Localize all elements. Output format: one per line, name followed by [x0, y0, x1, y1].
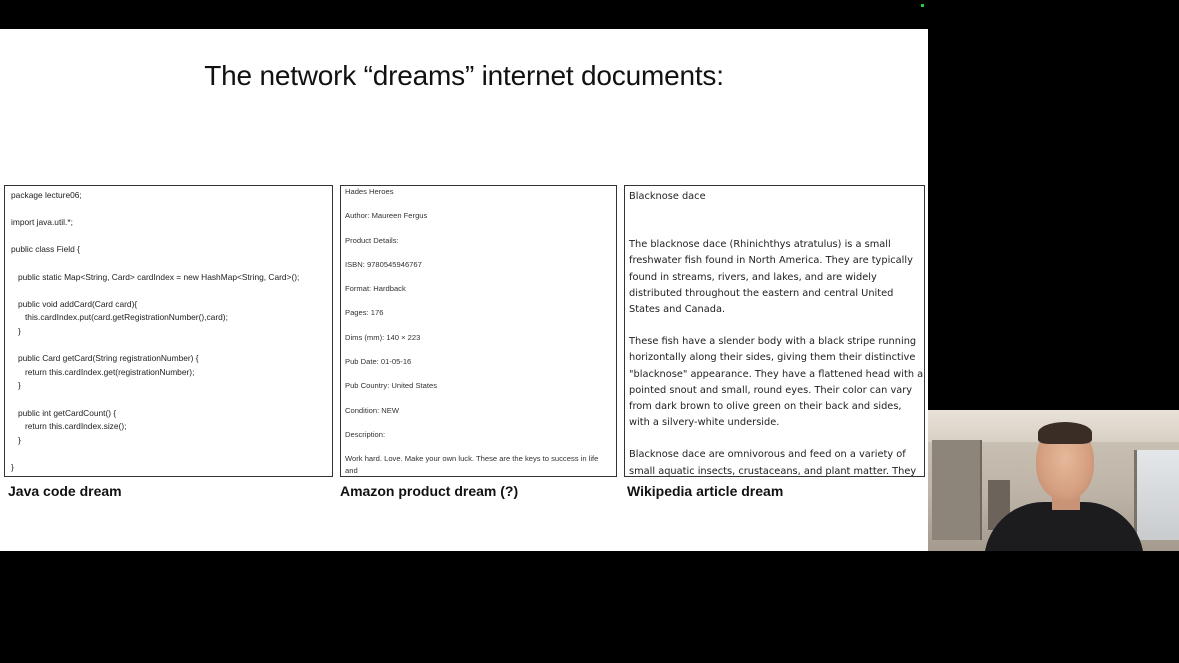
- article-paragraph: The blacknose dace (Rhinichthys atratulus) is a small freshwater fish found in North America. They are typically found in streams, rivers, and lakes, and are widely distributed throughout the eastern and central United States and Canada.: [629, 239, 913, 316]
- article-paragraph: These fish have a slender body with a black stripe running horizontally along their sides, giving them their distinctive "blacknose" appearance. They have a flattened head with a pointed snout and small, round eyes. Their color can vary from dark brown to olive green on their back and sides, with a silvery-white underside.: [629, 336, 924, 429]
- article-paragraph: Blacknose dace are omnivorous and feed on a variety of small aquatic insects, crustaceans, and plant matter. They: [629, 449, 917, 477]
- article-body: [625, 186, 924, 477]
- product-field: Hades Heroes: [345, 187, 394, 196]
- product-field: Condition: NEW: [345, 405, 400, 415]
- webcam-doorway: [932, 440, 982, 540]
- product-field: ISBN: 9780545946767: [345, 259, 422, 269]
- product-field: Format: Hardback: [345, 284, 406, 294]
- code-line: import java.util.*;: [11, 217, 73, 228]
- product-field: Pub Country: United States: [345, 381, 438, 391]
- wikipedia-article-panel: [624, 185, 925, 477]
- product-fields: [341, 186, 616, 453]
- code-line: public int getCardCount() {: [11, 407, 117, 418]
- code-line: [11, 393, 332, 407]
- wikipedia-caption: Wikipedia article dream: [627, 483, 784, 499]
- code-line: public Card getCard(String registrationNumber) {: [11, 353, 199, 364]
- code-line: [11, 284, 332, 298]
- recording-indicator: [921, 4, 924, 7]
- product-field: Description:: [345, 429, 386, 439]
- code-line: public static Map<String, Card> cardIndex = new HashMap<String, Card>();: [11, 271, 300, 282]
- product-field: Product Details:: [345, 235, 399, 245]
- code-line: return this.cardIndex.size();: [11, 421, 127, 432]
- code-line: public void addCard(Card card){: [11, 298, 138, 309]
- code-line: package lecture06;: [11, 190, 82, 200]
- code-line: [11, 257, 332, 271]
- amazon-product-panel: [340, 185, 617, 477]
- slide-title: The network “dreams” internet documents:: [204, 60, 724, 91]
- code-line: }: [11, 434, 21, 445]
- code-line: public class Field {: [11, 244, 80, 255]
- article-title: Blacknose dace: [629, 191, 706, 202]
- java-code-lines: [5, 186, 332, 474]
- code-line: this.cardIndex.put(card.getRegistrationNumber(),card);: [11, 312, 228, 323]
- product-description: [341, 453, 613, 477]
- java-code-panel: [4, 185, 333, 477]
- code-line: return this.cardIndex.get(registrationNumber);: [11, 366, 195, 377]
- product-field: Dims (mm): 140 × 223: [345, 332, 421, 342]
- code-line: [11, 447, 332, 461]
- description-line: Work hard. Love. Make your own luck. These are the keys to success in life and: [345, 454, 599, 476]
- product-field: Pages: 176: [345, 308, 384, 318]
- presentation-slide: [0, 29, 928, 551]
- presenter-webcam: [928, 410, 1179, 551]
- code-line: [11, 203, 332, 217]
- code-line: }: [11, 461, 14, 472]
- product-field: Pub Date: 01-05-16: [345, 357, 412, 367]
- code-line: }: [11, 325, 21, 336]
- webcam-window: [1134, 450, 1179, 540]
- presenter-hair: [1038, 422, 1092, 444]
- code-line: [11, 339, 332, 353]
- code-line: [11, 230, 332, 244]
- product-field: Author: Maureen Fergus: [345, 211, 428, 221]
- java-caption: Java code dream: [8, 483, 122, 499]
- amazon-caption: Amazon product dream (?): [340, 483, 519, 499]
- code-line: }: [11, 380, 21, 391]
